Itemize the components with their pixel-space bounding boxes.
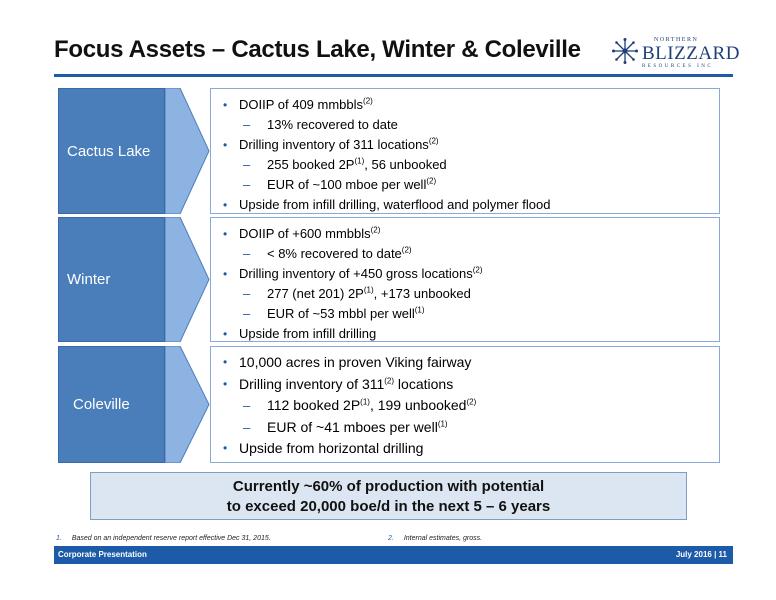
bullet-dot-icon: • (223, 267, 228, 281)
bullet-text: 277 (net 201) 2P (267, 286, 364, 301)
logo-main-text: BLIZZARD (642, 43, 740, 64)
bullet-dot-icon: • (223, 441, 228, 455)
bullet-text: Upside from infill drilling, waterflood and polymer flood (239, 197, 551, 212)
bullet-dot-icon: • (223, 138, 228, 152)
section-label: Coleville (73, 396, 130, 413)
logo-top-text: NORTHERN (654, 37, 699, 43)
bullet-item (219, 135, 719, 155)
footnote-ref: (2) (466, 397, 477, 407)
footnote-ref: (1) (360, 397, 370, 407)
bullet-text: EUR of ~41 mboes per well (267, 418, 438, 435)
footer-date-page: July 2016 | 11 (675, 550, 727, 559)
footnote-ref: (2) (370, 225, 381, 235)
bullet-item (219, 324, 719, 344)
company-logo (612, 34, 740, 72)
bullet-dash-icon: – (243, 306, 251, 321)
bullet-text: EUR of ~53 mbbl per well (267, 306, 415, 321)
bullet-dot-icon: • (223, 198, 228, 212)
footnote-ref: (2) (363, 96, 373, 106)
bullet-dash-icon: – (243, 157, 251, 172)
bullet-text: Drilling inventory of +450 gross locations (239, 266, 473, 281)
bullet-dot-icon: • (223, 327, 228, 341)
bullet-text-rest: , 199 unbooked (369, 397, 467, 413)
bullet-text-rest: locations (394, 375, 454, 392)
footnote-2 (388, 535, 482, 542)
footer-presentation-label: Corporate Presentation (58, 550, 147, 559)
footer-bar (54, 546, 733, 564)
bullet-text: Drilling inventory of 311 locations (239, 137, 429, 152)
bullet-text-rest: , +173 unbooked (373, 286, 471, 301)
title-divider (54, 74, 733, 77)
bullet-text: DOIIP of 409 mmbbls (239, 97, 364, 112)
bullet-dash-icon: – (243, 177, 251, 192)
bullet-text: Upside from infill drilling (239, 326, 377, 341)
bullet-text: 13% recovered to date (267, 117, 398, 132)
footnote-number: 2. (388, 535, 394, 542)
section-content (210, 88, 720, 214)
section-content (210, 346, 720, 463)
snowflake-icon (612, 38, 638, 64)
sub-bullet-item (219, 175, 719, 195)
bullet-dot-icon: • (223, 355, 228, 369)
footnote-1 (56, 535, 271, 542)
sub-bullet-item (219, 155, 719, 175)
section-label-box (58, 88, 165, 214)
footnote-ref: (2) (472, 265, 483, 275)
bullet-item (219, 95, 719, 115)
section-coleville (58, 346, 720, 463)
bullet-item (219, 438, 719, 460)
sub-bullet-item (219, 304, 719, 324)
callout-line-1: Currently ~60% of production with potential (232, 478, 545, 495)
bullet-item (219, 224, 719, 244)
bullet-text: Upside from horizontal drilling (239, 440, 424, 456)
bullet-text: 112 booked 2P (267, 397, 361, 413)
section-label: Cactus Lake (67, 142, 151, 160)
footnote-ref: (2) (401, 245, 412, 255)
sub-bullet-item (219, 115, 719, 135)
footnote-ref: (2) (426, 176, 437, 186)
bullet-text-rest: , 56 unbooked (364, 157, 447, 172)
bullet-text: DOIIP of +600 mmbbls (239, 226, 371, 241)
bullet-dot-icon: • (223, 227, 228, 241)
footnote-ref: (1) (437, 418, 448, 428)
sub-bullet-item (219, 284, 719, 304)
section-content (210, 217, 720, 342)
bullet-text: Drilling inventory of 311 (239, 375, 385, 392)
bullet-text: EUR of ~100 mboe per well (267, 177, 427, 192)
footnote-text: Based on an independent reserve report effective Dec 31, 2015. (71, 535, 271, 542)
footnote-ref: (1) (414, 305, 425, 315)
summary-callout (90, 472, 687, 520)
footnote-text: Internal estimates, gross. (403, 535, 483, 542)
footnote-ref: (2) (428, 136, 439, 146)
page-title: Focus Assets – Cactus Lake, Winter & Coleville (54, 36, 581, 63)
bullet-text: 255 booked 2P (267, 157, 355, 172)
section-label: Winter (67, 271, 111, 288)
footnote-ref: (1) (363, 285, 374, 295)
sub-bullet-item (219, 417, 719, 439)
section-label-box (58, 217, 165, 342)
callout-line-2: to exceed 20,000 boe/d in the next 5 – 6 years (226, 498, 551, 515)
bullet-text: 10,000 acres in proven Viking fairway (239, 354, 472, 370)
bullet-item (219, 264, 719, 284)
bullet-dot-icon: • (223, 98, 228, 112)
bullet-dash-icon: – (243, 117, 251, 132)
bullet-dash-icon: – (243, 419, 251, 435)
bullet-dash-icon: – (243, 246, 251, 261)
bullet-dash-icon: – (243, 286, 251, 301)
bullet-dash-icon: – (243, 398, 251, 413)
bullet-item (219, 195, 719, 215)
bullet-dot-icon: • (223, 376, 228, 391)
bullet-text: < 8% recovered to date (267, 246, 402, 261)
bullet-item (219, 352, 719, 374)
section-winter (58, 217, 720, 342)
logo-sub-text: RESOURCES INC (642, 64, 714, 69)
sub-bullet-item (219, 244, 719, 264)
footnote-ref: (2) (384, 375, 395, 385)
footnote-ref: (1) (354, 156, 365, 166)
section-label-box (58, 346, 165, 463)
sub-bullet-item (219, 395, 719, 417)
bullet-item (219, 374, 719, 396)
footnote-number: 1. (56, 535, 62, 542)
section-cactus-lake (58, 88, 720, 214)
